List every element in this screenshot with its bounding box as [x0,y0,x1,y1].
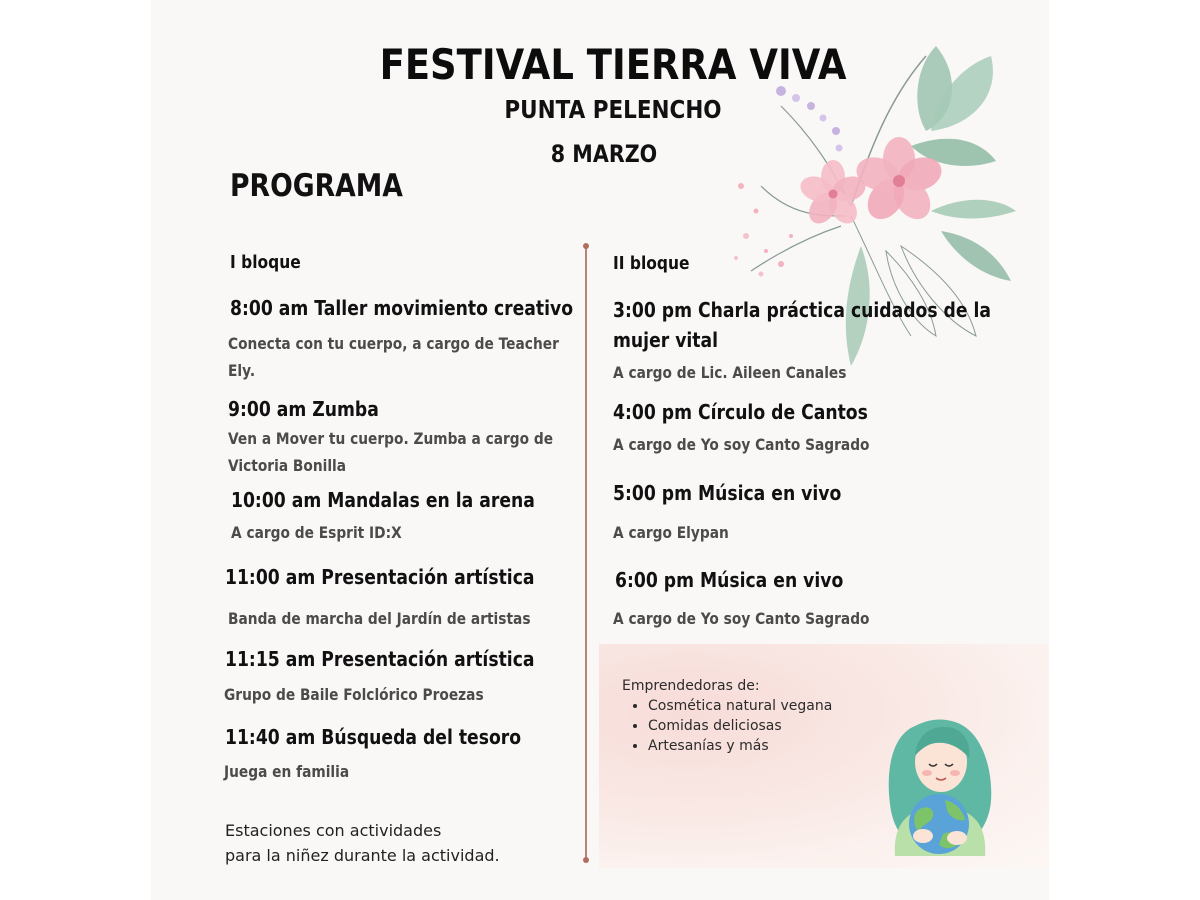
event-desc: Ely. [228,361,256,380]
emprendedoras-heading: Emprendedoras de: [622,678,760,694]
event-desc: A cargo Elypan [613,523,729,542]
event-title: 9:00 am Zumba [228,397,379,421]
bloque-2-label: II bloque [613,253,690,274]
event-title: 11:40 am Búsqueda del tesoro [225,725,522,749]
event-title: 3:00 pm Charla práctica cuidados de la [613,298,992,322]
event-desc: A cargo de Yo soy Canto Sagrado [613,609,870,628]
event-title: 10:00 am Mandalas en la arena [231,488,535,512]
event-desc: Grupo de Baile Folclórico Proezas [224,685,484,704]
event-desc: Conecta con tu cuerpo, a cargo de Teacher [228,334,559,353]
list-item: • Cosmética natural vegana [648,696,832,716]
list-item: • Comidas deliciosas [648,716,832,736]
programa-heading: PROGRAMA [230,168,403,204]
column-divider [585,246,587,860]
bloque-1-label: I bloque [230,252,301,273]
festival-date: 8 MARZO [550,140,658,168]
event-title: 6:00 pm Música en vivo [615,568,844,592]
divider-dot-bottom [583,857,589,863]
festival-title: FESTIVAL TIERRA VIVA [379,40,847,89]
event-title: mujer vital [613,328,719,352]
event-desc: A cargo de Lic. Aileen Canales [613,363,847,382]
estaciones-line: Estaciones con actividades [225,821,442,840]
event-title: 11:15 am Presentación artística [225,647,535,671]
festival-location: PUNTA PELENCHO [504,95,722,124]
estaciones-note [225,818,500,868]
divider-dot-top [583,243,589,249]
event-desc: A cargo de Yo soy Canto Sagrado [613,435,870,454]
event-desc: Banda de marcha del Jardín de artistas [228,609,531,628]
event-title: 5:00 pm Música en vivo [613,481,842,505]
estaciones-line: para la niñez durante la actividad. [225,846,500,865]
event-title: 11:00 am Presentación artística [225,565,535,589]
event-desc: Ven a Mover tu cuerpo. Zumba a cargo de [228,429,554,448]
event-desc: Juega en familia [224,762,350,781]
emprendedoras-list [622,678,832,756]
poster [151,0,1049,900]
event-title: 4:00 pm Círculo de Cantos [613,400,868,424]
event-title: 8:00 am Taller movimiento creativo [230,296,574,320]
event-desc: Victoria Bonilla [228,456,347,475]
list-item: • Artesanías y más [648,736,832,756]
girl-earth-illustration [885,716,995,860]
event-desc: A cargo de Esprit ID:X [231,523,402,542]
